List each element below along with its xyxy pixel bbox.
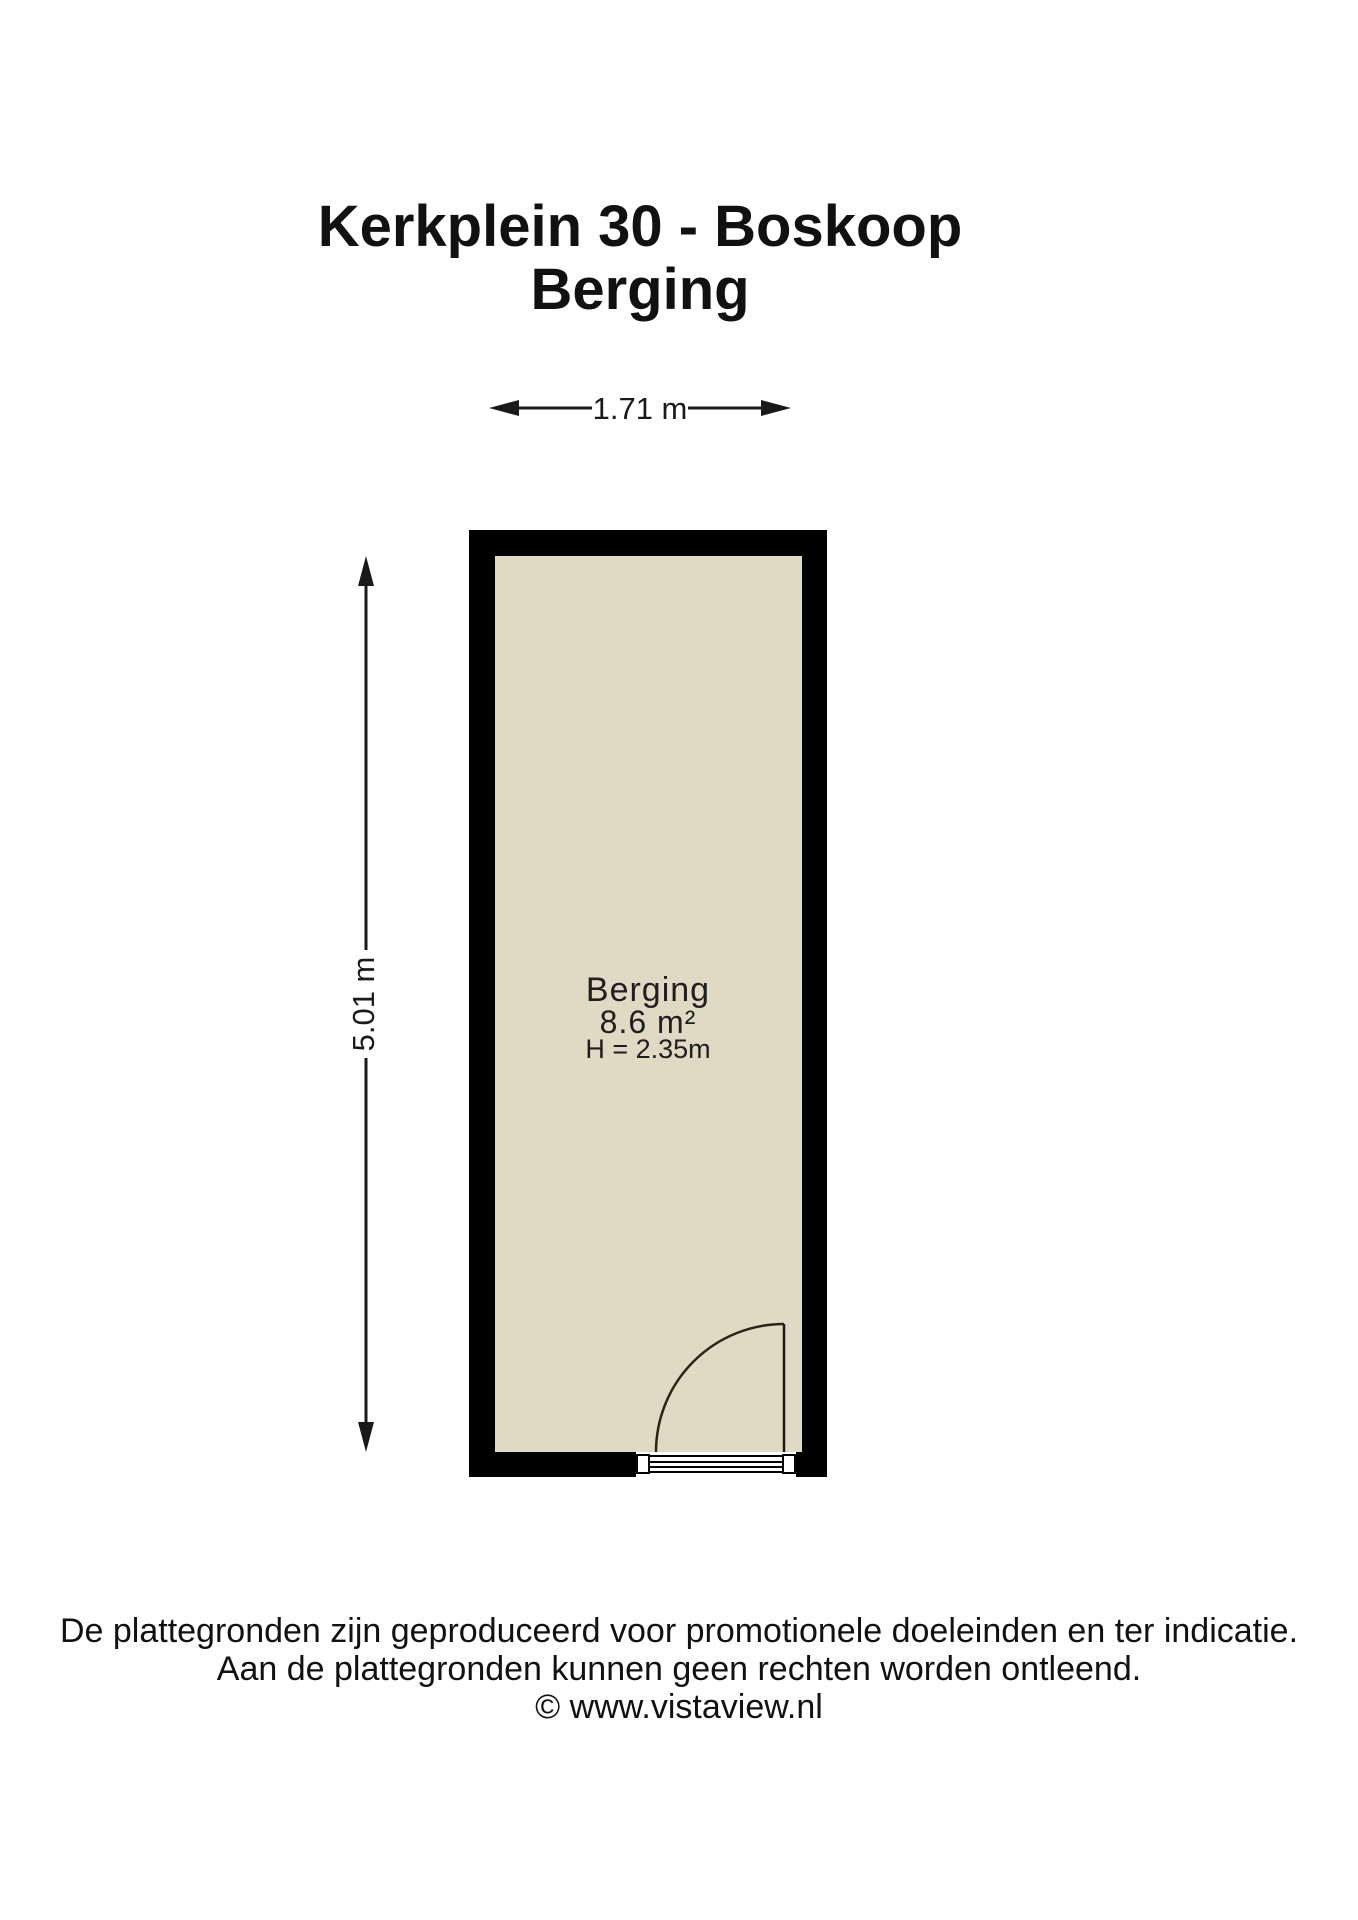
page-title: Kerkplein 30 - Boskoop (317, 194, 963, 259)
width-dimension (489, 391, 791, 426)
room-berging (469, 530, 827, 1477)
width-dim-arrow-left-icon (489, 400, 519, 416)
width-dim-label: 1.71 m (592, 391, 688, 426)
height-dimension (346, 556, 381, 1452)
door-jamb-left (637, 1455, 649, 1473)
page-subtitle: Berging (530, 257, 750, 322)
height-dim-arrow-bottom-icon (358, 1422, 374, 1452)
disclaimer-block (0, 1612, 1358, 1726)
room-area-label: 8.6 m² (599, 1004, 697, 1040)
disclaimer-line-2: Aan de plattegronden kunnen geen rechten worden ontleend. (216, 1650, 1142, 1688)
credit-line: © www.vistaview.nl (535, 1688, 823, 1726)
height-dim-label: 5.01 m (346, 956, 381, 1052)
width-dim-arrow-right-icon (761, 400, 791, 416)
height-dim-arrow-top-icon (358, 556, 374, 586)
door-jamb-right (783, 1455, 795, 1473)
room-ceiling-height-label: H = 2.35m (585, 1034, 711, 1064)
room-name-label: Berging (585, 971, 711, 1009)
disclaimer-line-1: De plattegronden zijn geproduceerd voor promotionele doeleinden en ter indicatie. (59, 1612, 1299, 1650)
